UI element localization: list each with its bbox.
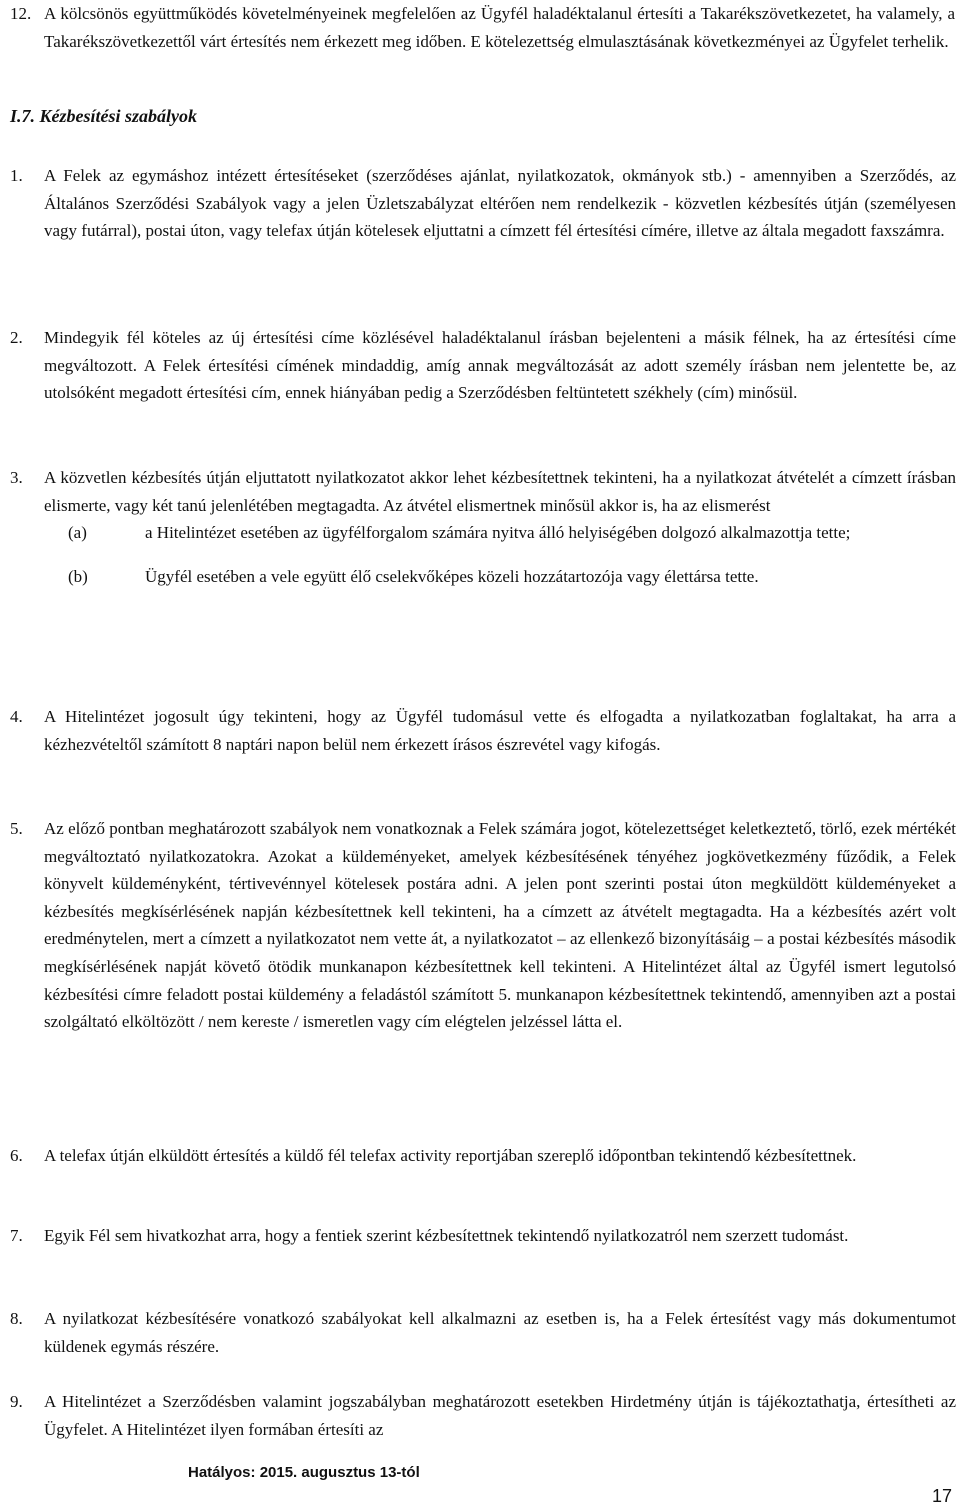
- list-item-9: [10, 1388, 956, 1443]
- item-number: 3.: [10, 468, 23, 487]
- list-item-5: [10, 815, 956, 1036]
- sub-item-a: [44, 519, 956, 547]
- paragraph-number: 12.: [10, 4, 32, 23]
- list-item-4: [10, 703, 956, 758]
- item-number: 4.: [10, 707, 23, 726]
- sub-item-label: (b): [68, 566, 88, 586]
- list-item-8: [10, 1305, 956, 1360]
- item-number: 2.: [10, 328, 23, 347]
- section-heading: I.7. Kézbesítési szabályok: [10, 106, 197, 126]
- sub-item-label: (a): [68, 523, 87, 543]
- sub-item-b: [44, 563, 956, 591]
- item-number: 6.: [10, 1146, 23, 1165]
- sub-item-text: a Hitelintézet esetében az ügyfélforgalom számára nyitva álló helyiségében dolgozó alkalmazottja tette;: [145, 523, 851, 543]
- sub-item-text: Ügyfél esetében a vele együtt élő cselekvőképes közeli hozzátartozója vagy élettársa tette.: [145, 566, 759, 586]
- item-text: A telefax útján elküldött értesítés a küldő fél telefax activity reportjában szereplő időpontban tekintendő kézbesítettnek.: [44, 1146, 857, 1165]
- item-number: 5.: [10, 819, 23, 838]
- item-text: Egyik Fél sem hivatkozhat arra, hogy a fentiek szerint kézbesítettnek tekintendő nyilatkozatról nem szerzett tudomást.: [44, 1226, 849, 1245]
- paragraph-12: [10, 0, 955, 55]
- page-number: 17: [931, 1486, 952, 1506]
- item-text: A Felek az egymáshoz intézett értesítéseket (szerződéses ajánlat, nyilatkozatok, okmányok stb.) - amennyiben a Szerződés, az Általános Szerződési Szabályok vagy a jelen Üzletszabályzat eltérően nem rendelkezik - közvetlen kézbesítés útján (személyesen vagy futárral), postai úton, vagy telefax útján kötelesek eljuttatni a címzett fél értesítési címére, illetve az általa megadott faxszámra.: [44, 166, 956, 241]
- footer-effective-date: Hatályos: 2015. augusztus 13-tól: [188, 1464, 420, 1481]
- item-number: 7.: [10, 1226, 23, 1245]
- item-text: A Hitelintézet a Szerződésben valamint jogszabályban meghatározott esetekben Hirdetmény útján is tájékoztathatja, értesítheti az Ügyfelet. A Hitelintézet ilyen formában értesíti az: [44, 1392, 956, 1439]
- item-number: 8.: [10, 1309, 23, 1328]
- list-item-7: [10, 1222, 956, 1250]
- item-text: Mindegyik fél köteles az új értesítési címe közlésével haladéktalanul írásban bejelenteni a másik félnek, ha az értesítési címe megváltozott. A Felek értesítési címének mindaddig, amíg annak megváltozását az adott személy írásban nem jelentette be, az utolsóként megadott értesítési cím, ennek hiányában pedig a Szerződésben feltüntetett székhely (cím) minősül.: [44, 328, 956, 403]
- item-text: A közvetlen kézbesítés útján eljuttatott nyilatkozatot akkor lehet kézbesítettnek tekinteni, ha a nyilatkozat átvételét a címzett írásban elismerte, vagy két tanú jelenlétében megtagadta. Az átvétel elismertnek minősül akkor is, ha az elismerést: [44, 468, 956, 515]
- item-text: A nyilatkozat kézbesítésére vonatkozó szabályokat kell alkalmazni az esetben is, ha a Felek értesítést vagy más dokumentumot küldenek egymás részére.: [44, 1309, 956, 1356]
- item-text: A Hitelintézet jogosult úgy tekinteni, hogy az Ügyfél tudomásul vette és elfogadta a nyilatkozatban foglaltakat, ha arra a kézhezvételtől számított 8 naptári napon belül nem érkezett írásos észrevétel vagy kifogás.: [44, 707, 956, 754]
- paragraph-text: A kölcsönös együttműködés követelményeinek megfelelően az Ügyfél haladéktalanul értesíti a Takarékszövetkezetet, ha valamely, a Takarékszövetkezettől várt értesítés nem érkezett meg időben. E kötelezettség elmulasztásának következményei az Ügyfelet terhelik.: [44, 4, 955, 51]
- list-item-2: [10, 324, 956, 407]
- item-text: Az előző pontban meghatározott szabályok nem vonatkoznak a Felek számára jogot, kötelezettséget keletkeztető, törlő, ezek mértékét megváltoztató nyilatkozatokra. Azokat a küldeményeket, amelyek kézbesítésének tényéhez jogkövetkezmény fűződik, a Felek könyvelt küldeményként, tértivevénnyel kötelesek postára adni. A jelen pont szerinti postai úton megküldött küldeményeket a kézbesítés megkísérlésének napján kézbesítettnek kell tekinteni, ha a címzett az átvételt megtagadta. Ha a kézbesítés azért volt eredménytelen, mert a címzett a nyilatkozatot nem vette át, a nyilatkozatot – az ellenkező bizonyításáig – a postai kézbesítés második megkísérlésének napját követő ötödik munkanapon kézbesítettnek kell tekinteni. A Hitelintézet által az Ügyfél ismert legutolsó kézbesítési címre feladott postai küldemény a feladástól számított 5. munkanapon kézbesítettnek tekintendő, amennyiben azt a postai szolgáltató elköltözött / nem kereste / ismeretlen vagy cím elégtelen jelzéssel látta el.: [44, 819, 956, 1032]
- list-item-3: [10, 464, 956, 590]
- list-item-1: [10, 162, 956, 245]
- item-number: 9.: [10, 1392, 23, 1411]
- list-item-6: [10, 1142, 956, 1170]
- item-number: 1.: [10, 166, 23, 185]
